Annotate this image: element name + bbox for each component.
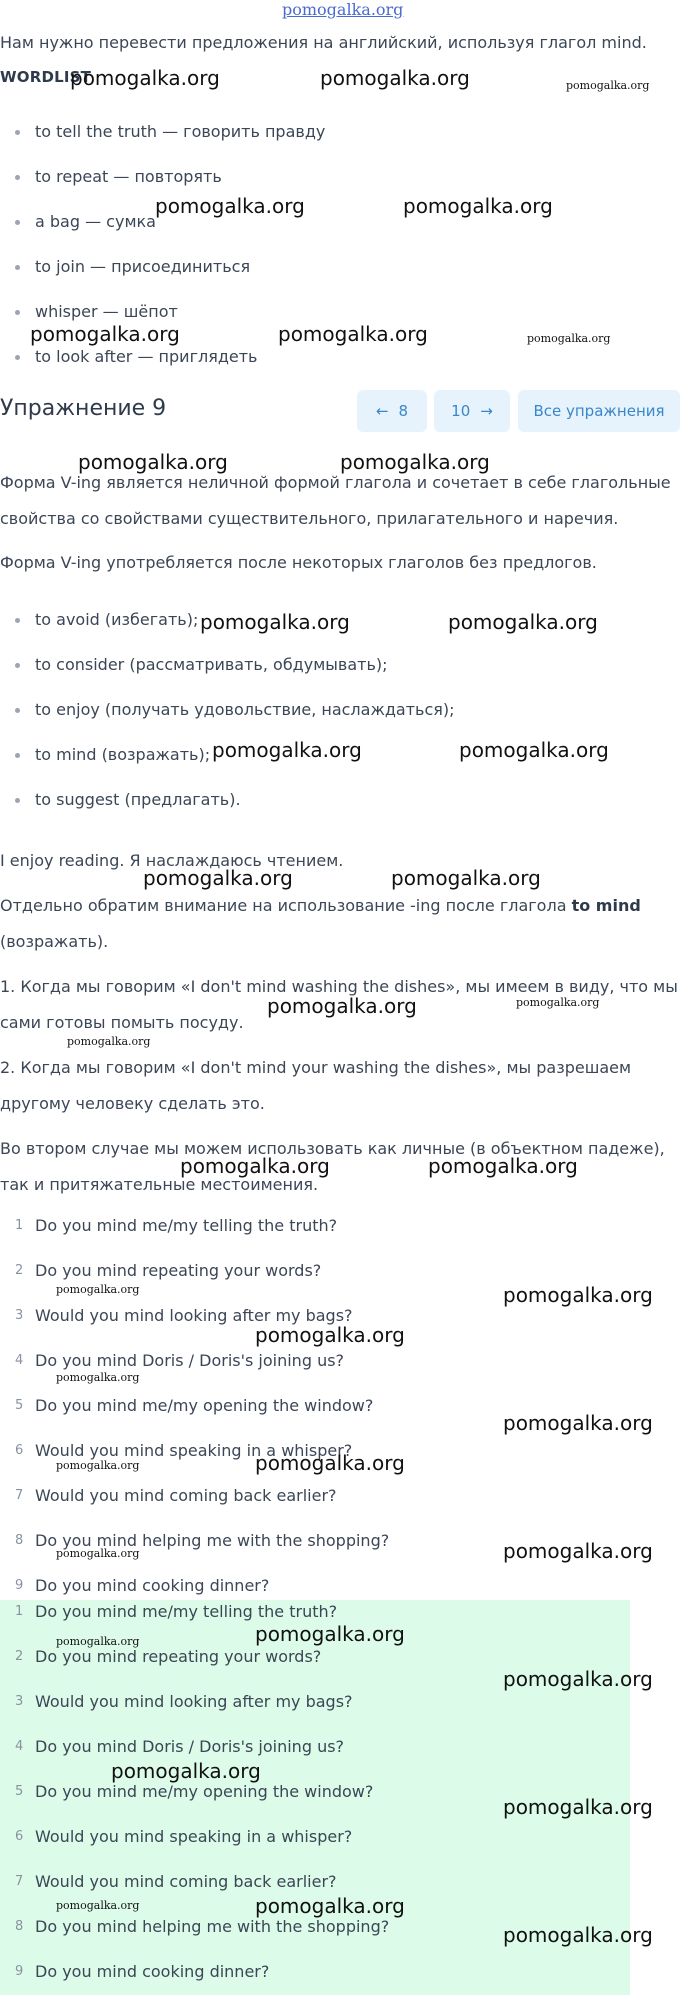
answer-text: Would you mind speaking in a whisper? [35,1827,353,1846]
watermark: pomogalka.org [459,738,609,762]
note-a: Во втором случае мы можем использовать как личные (в объектном падеже), [0,1139,665,1158]
watermark: pomogalka.org [56,1459,140,1472]
watermark: pomogalka.org [56,1283,140,1296]
answer-number: 3 [15,1694,24,1709]
answer-item [0,1735,630,1780]
watermark: pomogalka.org [320,66,470,90]
arrow-left-icon: ← [375,402,389,420]
theory-paragraph-1b: свойства со свойствами существительного, прилагательного и наречия. [0,509,619,528]
watermark: pomogalka.org [255,1451,405,1475]
answer-number: 7 [15,1874,24,1889]
watermark: pomogalka.org [566,79,650,92]
point-1b: сами готовы помыть посуду. [0,1013,244,1032]
answer-text: Do you mind Doris / Doris's joining us? [35,1737,345,1756]
watermark: pomogalka.org [56,1371,140,1384]
next-exercise-label: 10 [451,402,471,420]
all-exercises-label: Все упражнения [533,402,665,420]
verb-item: to consider (рассматривать, обдумывать); [0,653,455,698]
answer-text: Do you mind me/my opening the window? [35,1782,374,1801]
question-number: 7 [15,1488,24,1503]
question-text: Would you mind looking after my bags? [35,1306,353,1325]
question-item [0,1484,630,1529]
watermark: pomogalka.org [200,610,350,634]
arrow-right-icon: → [480,402,493,420]
answer-number: 1 [15,1604,24,1619]
watermark: pomogalka.org [111,1759,261,1783]
wordlist-item: a bag — сумка [0,210,325,255]
wordlist-item: to look after — приглядеть [0,345,325,390]
question-text: Do you mind me/my opening the window? [35,1396,374,1415]
watermark: pomogalka.org [56,1547,140,1560]
theory-paragraph-1a: Форма V-ing является неличной формой глагола и сочетает в себе глагольные [0,473,671,492]
watermark: pomogalka.org [503,1667,653,1691]
answer-number: 2 [15,1649,24,1664]
answer-item [0,1960,630,2005]
watermark: pomogalka.org [278,322,428,346]
question-number: 3 [15,1308,24,1323]
watermark: pomogalka.org [391,866,541,890]
question-text: Do you mind cooking dinner? [35,1576,270,1595]
attention-text-main: Отдельно обратим внимание на использование -ing после глагола [0,896,567,915]
answer-text: Do you mind helping me with the shopping? [35,1917,390,1936]
question-number: 2 [15,1263,24,1278]
watermark: pomogalka.org [448,610,598,634]
question-text: Would you mind coming back earlier? [35,1486,337,1505]
watermark: pomogalka.org [428,1154,578,1178]
watermark: pomogalka.org [56,1899,140,1912]
watermark: pomogalka.org [255,1622,405,1646]
question-text: Do you mind Doris / Doris's joining us? [35,1351,345,1370]
answer-text: Would you mind coming back earlier? [35,1872,337,1891]
watermark: pomogalka.org [503,1923,653,1947]
attention-text [0,888,641,924]
verb-item: to enjoy (получать удовольствие, наслаждаться); [0,698,455,743]
all-exercises-button[interactable] [518,390,680,432]
watermark: pomogalka.org [155,194,305,218]
watermark: pomogalka.org [403,194,553,218]
answer-item [0,1825,630,1870]
verb-item: to mind (возражать); [0,743,455,788]
point-2a: 2. Когда мы говорим «I don't mind your washing the dishes», мы разрешаем [0,1058,632,1077]
watermark: pomogalka.org [30,322,180,346]
wordlist-label: WORDLIST [0,68,92,86]
point-2b: другому человеку сделать это. [0,1094,265,1113]
wordlist-item: whisper — шёпот [0,300,325,345]
watermark: pomogalka.org [255,1894,405,1918]
watermark: pomogalka.org [70,66,220,90]
question-number: 4 [15,1353,24,1368]
point-1a: 1. Когда мы говорим «I don't mind washing the dishes», мы имеем в виду, что мы [0,977,678,996]
watermark: pomogalka.org [503,1283,653,1307]
watermark: pomogalka.org [527,332,611,345]
watermark: pomogalka.org [340,450,490,474]
watermark: pomogalka.org [267,994,417,1018]
answer-number: 4 [15,1739,24,1754]
watermark: pomogalka.org [56,1635,140,1648]
theory-paragraph-2: Форма V-ing употребляется после некоторых глаголов без предлогов. [0,553,597,572]
question-text: Would you mind speaking in a whisper? [35,1441,353,1460]
question-number: 8 [15,1533,24,1548]
verb-item: to suggest (предлагать). [0,788,455,833]
question-number: 5 [15,1398,24,1413]
question-number: 6 [15,1443,24,1458]
watermark: pomogalka.org [143,866,293,890]
watermark: pomogalka.org [255,1323,405,1347]
wordlist-item: to join — присоединиться [0,255,325,300]
watermark: pomogalka.org [180,1154,330,1178]
question-number: 1 [15,1218,24,1233]
note-b: так и притяжательные местоимения. [0,1175,319,1194]
answer-number: 8 [15,1919,24,1934]
watermark: pomogalka.org [503,1539,653,1563]
attention-text-2: (возражать). [0,932,109,951]
exercise-title: Упражнение 9 [0,396,167,421]
answer-text: Do you mind repeating your words? [35,1647,322,1666]
prev-exercise-button[interactable] [357,390,427,432]
verb-list [0,608,455,833]
prev-exercise-label: 8 [398,402,409,420]
watermark: pomogalka.org [212,738,362,762]
attention-text-bold: to mind [571,896,641,915]
answer-number: 9 [15,1964,24,1979]
answer-text: Would you mind looking after my bags? [35,1692,353,1711]
answer-item [0,1690,630,1735]
watermark: pomogalka.org [503,1795,653,1819]
question-number: 9 [15,1578,24,1593]
verb-item: to avoid (избегать); [0,608,455,653]
question-text: Do you mind repeating your words? [35,1261,322,1280]
question-text: Do you mind helping me with the shopping? [35,1531,390,1550]
answer-text: Do you mind cooking dinner? [35,1962,270,1981]
answer-text: Do you mind me/my telling the truth? [35,1602,338,1621]
wordlist-item: to repeat — повторять [0,165,325,210]
watermark: pomogalka.org [78,450,228,474]
watermark: pomogalka.org [503,1411,653,1435]
next-exercise-button[interactable] [434,390,510,432]
watermark: pomogalka.org [516,996,600,1009]
answer-number: 6 [15,1829,24,1844]
intro-text: Нам нужно перевести предложения на английский, используя глагол mind. [0,33,647,52]
wordlist [0,120,325,390]
site-logo[interactable]: pomogalka.org [282,0,404,19]
example-sentence: I enjoy reading. Я наслаждаюсь чтением. [0,851,344,870]
question-item [0,1214,630,1259]
wordlist-item: to tell the truth — говорить правду [0,120,325,165]
answer-number: 5 [15,1784,24,1799]
question-text: Do you mind me/my telling the truth? [35,1216,338,1235]
watermark: pomogalka.org [67,1035,151,1048]
